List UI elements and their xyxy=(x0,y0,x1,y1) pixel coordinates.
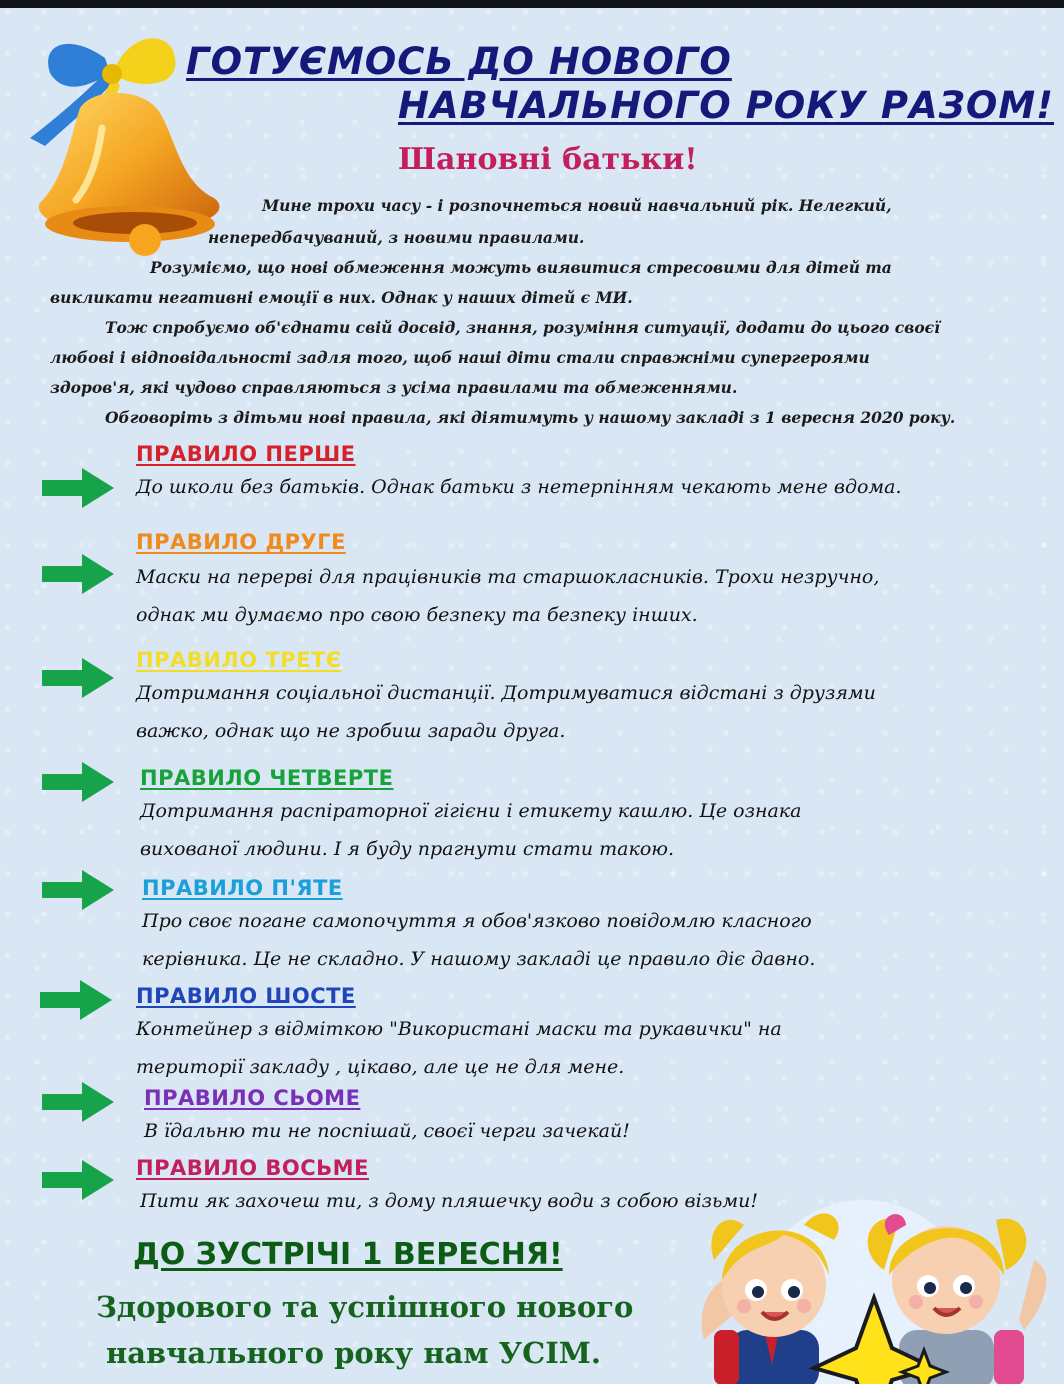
arrow-right-icon xyxy=(42,760,114,804)
intro-line: Обговоріть з дітьми нові правила, які діятимуть у нашому закладі з 1 вересня 2020 року. xyxy=(105,408,956,427)
intro-line: викликати негативні емоції в них. Однак у наших дітей є МИ. xyxy=(50,288,633,307)
rule-1-text: До школи без батьків. Однак батьки з нетерпінням чекають мене вдома. xyxy=(136,476,902,498)
rule-6-text: Контейнер з відміткою "Використані маски та рукавички" на xyxy=(136,1018,782,1040)
arrow-right-icon xyxy=(42,1080,114,1124)
rule-4-text: Дотримання распіраторної гігієни і етикету кашлю. Це ознака xyxy=(140,800,802,822)
intro-line: здоров'я, які чудово справляються з усіма правилами та обмеженнями. xyxy=(50,378,738,397)
rule-1-title: ПРАВИЛО ПЕРШЕ xyxy=(136,442,356,466)
arrow-right-icon xyxy=(40,978,112,1022)
top-border xyxy=(0,0,1064,8)
closing-heading: ДО ЗУСТРІЧІ 1 ВЕРЕСНЯ! xyxy=(133,1237,563,1272)
title-line-2: НАВЧАЛЬНОГО РОКУ РАЗОМ! xyxy=(398,84,1055,127)
rule-2-text: однак ми думаємо про свою безпеку та безпеку інших. xyxy=(136,604,698,626)
rule-5-text: керівника. Це не складно. У нашому закладі це правило діє давно. xyxy=(142,948,816,970)
intro-line: Тож спробуємо об'єднати свій досвід, знання, розуміння ситуації, додати до цього своєї xyxy=(105,318,940,337)
rule-3-text: Дотримання соціальної дистанції. Дотримуватися відстані з друзями xyxy=(136,682,876,704)
rule-3-title: ПРАВИЛО ТРЕТЄ xyxy=(136,648,342,672)
rule-4-title: ПРАВИЛО ЧЕТВЕРТЕ xyxy=(140,766,394,790)
wish-line-2: навчального року нам УСІМ. xyxy=(106,1336,601,1370)
arrow-right-icon xyxy=(42,552,114,596)
arrow-right-icon xyxy=(42,656,114,700)
intro-line: Розуміємо, що нові обмеження можуть виявитися стресовими для дітей та xyxy=(150,258,892,277)
intro-line: непередбачуваний, з новими правилами. xyxy=(208,228,585,247)
greeting: Шановні батьки! xyxy=(398,142,698,177)
rule-2-title: ПРАВИЛО ДРУГЕ xyxy=(136,530,346,554)
rule-7-title: ПРАВИЛО СЬОМЕ xyxy=(144,1086,361,1110)
title-line-1: ГОТУЄМОСЬ ДО НОВОГО xyxy=(186,40,732,83)
arrow-right-icon xyxy=(42,1158,114,1202)
rule-4-text: вихованої людини. І я буду прагнути стати такою. xyxy=(140,838,675,860)
rule-7-text: В їдальню ти не поспішай, своєї черги зачекай! xyxy=(144,1120,630,1142)
rule-8-text: Пити як захочеш ти, з дому пляшечку води з собою візьми! xyxy=(140,1190,758,1212)
children-illustration xyxy=(684,1180,1064,1384)
intro-line: Мине трохи часу - і розпочнеться новий навчальний рік. Нелегкий, xyxy=(262,196,892,215)
rule-6-title: ПРАВИЛО ШОСТЕ xyxy=(136,984,356,1008)
arrow-right-icon xyxy=(42,466,114,510)
arrow-right-icon xyxy=(42,868,114,912)
rule-2-text: Маски на перерві для працівників та старшокласників. Трохи незручно, xyxy=(136,566,880,588)
rule-3-text: важко, однак що не зробиш заради друга. xyxy=(136,720,566,742)
rule-5-title: ПРАВИЛО П'ЯТЕ xyxy=(142,876,343,900)
intro-line: любові і відповідальності задля того, щоб наші діти стали справжніми супергероями xyxy=(50,348,870,367)
rule-6-text: території закладу , цікаво, але це не для мене. xyxy=(136,1056,625,1078)
wish-line-1: Здорового та успішного нового xyxy=(96,1290,634,1324)
rule-8-title: ПРАВИЛО ВОСЬМЕ xyxy=(136,1156,369,1180)
rule-5-text: Про своє погане самопочуття я обов'язково повідомлю класного xyxy=(142,910,812,932)
